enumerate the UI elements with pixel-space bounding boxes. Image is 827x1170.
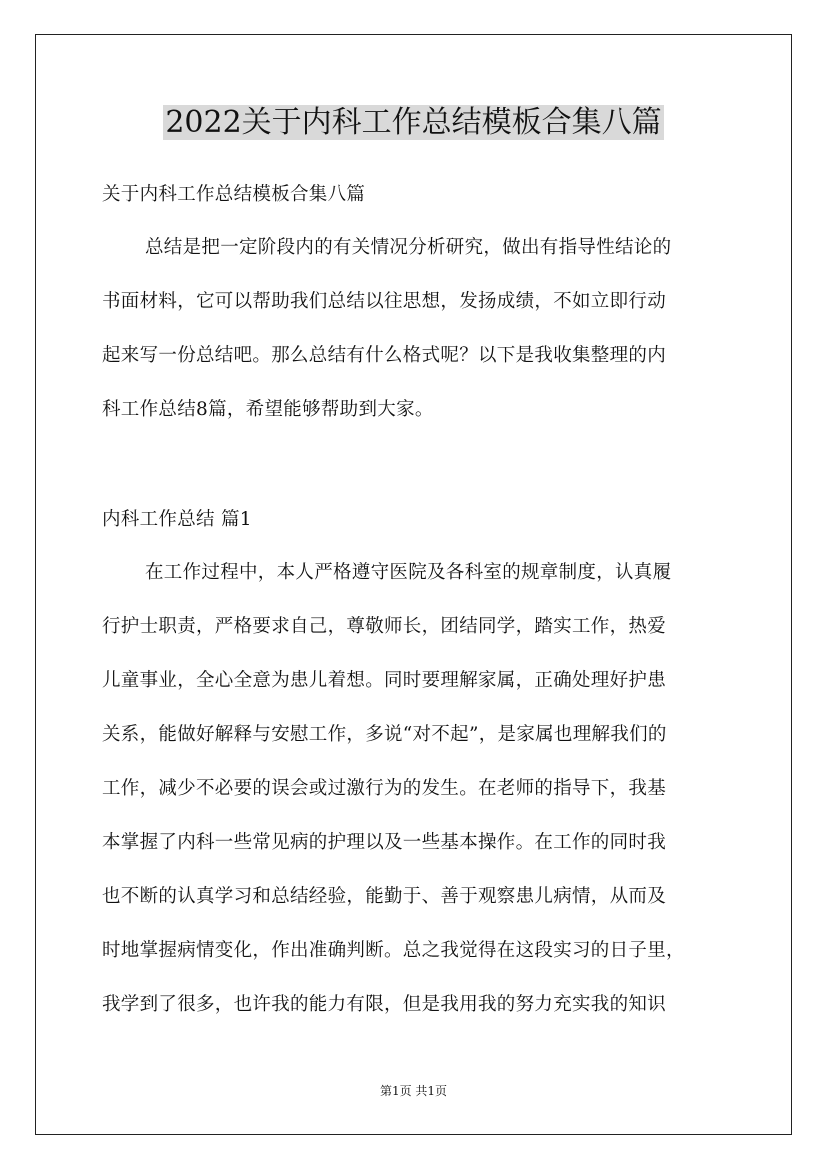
- body-line: 关系，能做好解释与安慰工作，多说“对不起”，是家属也理解我们的: [102, 724, 667, 745]
- intro-line: 书面材料，它可以帮助我们总结以往思想，发扬成绩，不如立即行动: [102, 291, 667, 312]
- intro-line: 科工作总结8篇，希望能够帮助到大家。: [102, 399, 434, 420]
- document-subtitle: 关于内科工作总结模板合集八篇: [102, 184, 366, 205]
- intro-line: 起来写一份总结吧。那么总结有什么格式呢？以下是我收集整理的内: [102, 345, 667, 366]
- body-line: 我学到了很多，也许我的能力有限，但是我用我的努力充实我的知识: [102, 994, 667, 1015]
- body-line: 行护士职责，严格要求自己，尊敬师长，团结同学，踏实工作，热爱: [102, 616, 667, 637]
- section-heading: 内科工作总结 篇1: [102, 509, 252, 530]
- body-line: 在工作过程中，本人严格遵守医院及各科室的规章制度，认真履: [145, 562, 672, 583]
- body-line: 也不断的认真学习和总结经验，能勤于、善于观察患儿病情，从而及: [102, 886, 667, 907]
- body-line: 时地掌握病情变化，作出准确判断。总之我觉得在这段实习的日子里，: [102, 940, 685, 961]
- document-title: [0, 102, 827, 144]
- body-line: 儿童事业，全心全意为患儿着想。同时要理解家属，正确处理好护患: [102, 670, 667, 691]
- body-line: 本掌握了内科一些常见病的护理以及一些基本操作。在工作的同时我: [102, 832, 667, 853]
- body-line: 工作，减少不必要的误会或过激行为的发生。在老师的指导下，我基: [102, 778, 667, 799]
- page-footer: 第1页 共1页: [379, 1084, 448, 1098]
- intro-line: 总结是把一定阶段内的有关情况分析研究，做出有指导性结论的: [145, 237, 672, 258]
- document-title-text: 2022关于内科工作总结模板合集八篇: [165, 105, 662, 140]
